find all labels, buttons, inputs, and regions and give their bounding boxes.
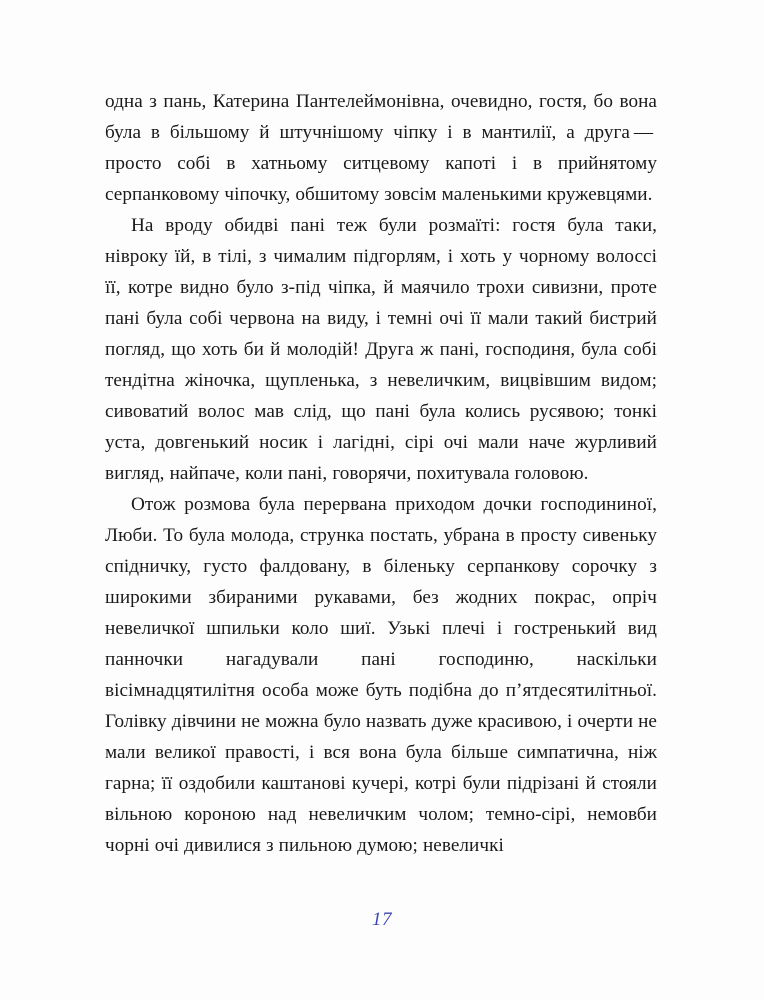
body-paragraph-2: На вроду обидві пані теж були розмаїті: гостя була таки, нівроку їй, в тілі, з чималим підгорлям, і хоть у чорному волоссі її, котре видно було з-під чіпка, й маячило трохи сивизни, проте пані була собі червона на виду, і темні очі її мали такий бистрий погляд, що хоть би й молодій! Друга ж пані, господиня, була собі тендітна жіночка, щупленька, з невеличким, вицвівшим видом; сивоватий волос мав слід, що пані була колись русявою; тонкі уста, довгенький носик і лагідні, сірі очі мали наче журливий вигляд, найпаче, коли пані, говорячи, похитувала головою. — [105, 215, 657, 484]
page-number: 17 — [372, 909, 392, 930]
body-paragraph-1: одна з пань, Катерина Пантелеймонівна, очевидно, гостя, бо вона була в більшому й штучнішому чіпку і в мантилії, а друга — просто собі в хатньому ситцевому капоті і в прийнятому серпанковому чіпочку, обшитому зовсім маленькими кружевцями. — [105, 91, 657, 205]
page-text-block — [105, 86, 657, 861]
body-paragraph-3: Отож розмова була перервана приходом дочки господининої, Люби. То була молода, струнка постать, убрана в просту сивеньку спідничку, густо фалдовану, в біленьку серпанкову сорочку з широкими збираними рукавами, без жодних покрас, опріч невеличкої шпильки коло шиї. Узькі плечі і гостренький вид панночки нагадували пані господиню, наскільки вісімнадцятилітня особа може буть подібна до п’ятдесятилітньої. Голівку дівчини не можна було назвать дуже красивою, і очерти не мали великої правості, і вся вона була більше симпатична, ніж гарна; її оздобили каштанові кучері, котрі були підрізані й стояли вільною короною над невеличким чолом; темно-сірі, немовби чорні очі дивилися з пильною думою; невеличкі — [105, 494, 657, 856]
